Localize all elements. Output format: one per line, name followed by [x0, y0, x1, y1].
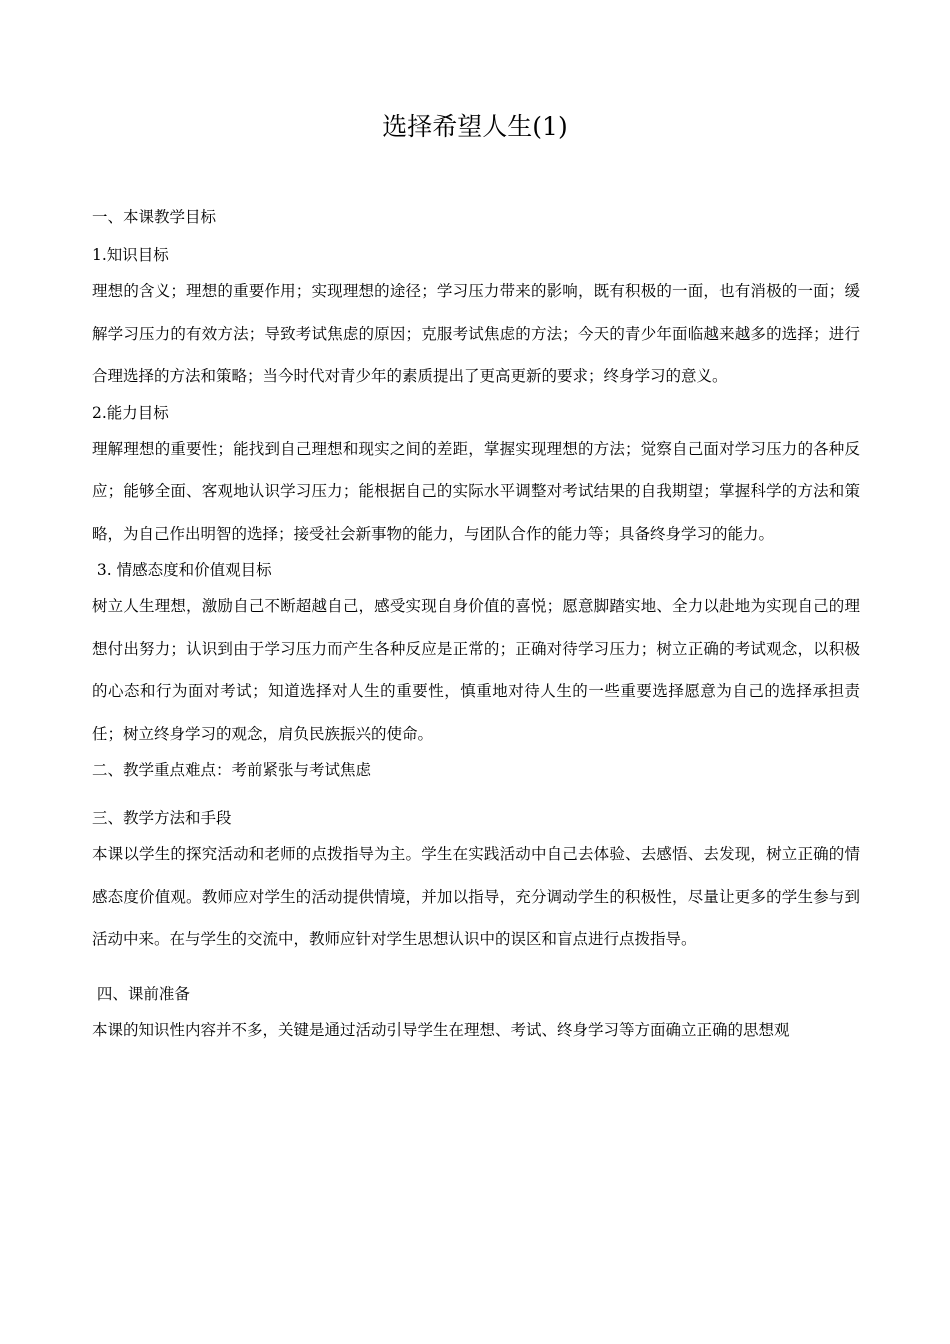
paragraph-ability-goals: 理解理想的重要性；能找到自己理想和现实之间的差距，掌握实现理想的方法；觉察自己面对学习压力的各种反应；能够全面、客观地认识学习压力；能根据自己的实际水平调整对考试结果的自我期望；掌握科学的方法和策略，为自己作出明智的选择；接受社会新事物的能力，与团队合作的能力等；具备终身学习的能力。 — [92, 439, 860, 543]
subheading-ability-goals: 2.能力目标 — [92, 403, 169, 422]
subheading-emotion-values-goals: 3. 情感态度和价值观目标 — [92, 561, 272, 579]
section-heading-teaching-goals: 一、本课教学目标 — [92, 208, 217, 226]
section-heading-methods: 三、教学方法和手段 — [92, 809, 232, 827]
section-heading-key-points: 二、教学重点难点：考前紧张与考试焦虑 — [92, 761, 372, 779]
paragraph-methods: 本课以学生的探究活动和老师的点拨指导为主。学生在实践活动中自己去体验、去感悟、去发现，树立正确的情感态度价值观。教师应对学生的活动提供情境，并加以指导，充分调动学生的积极性，尽量让更多的学生参与到活动中来。在与学生的交流中，教师应针对学生思想认识中的误区和盲点进行点拨指导。 — [92, 845, 860, 948]
paragraph-knowledge-goals: 理想的含义；理想的重要作用；实现理想的途径；学习压力带来的影响，既有积极的一面，也有消极的一面；缓解学习压力的有效方法；导致考试焦虑的原因；克服考试焦虑的方法；今天的青少年面临越来越多的选择；进行合理选择的方法和策略；当今时代对青少年的素质提出了更高更新的要求；终身学习的意义。 — [92, 282, 860, 385]
paragraph-emotion-values-goals: 树立人生理想，激励自己不断超越自己，感受实现自身价值的喜悦；愿意脚踏实地、全力以赴地为实现自己的理想付出努力；认识到由于学习压力而产生各种反应是正常的；正确对待学习压力；树立正确的考试观念，以积极的心态和行为面对考试；知道选择对人生的重要性，慎重地对待人生的一些重要选择愿意为自己的选择承担责任；树立终身学习的观念，肩负民族振兴的使命。 — [92, 597, 860, 743]
document-body — [92, 202, 860, 1051]
subheading-knowledge-goals: 1.知识目标 — [92, 246, 169, 264]
document-title: 选择希望人生(1) — [382, 112, 568, 141]
section-heading-preparation: 四、课前准备 — [92, 984, 190, 1003]
paragraph-preparation: 本课的知识性内容并不多，关键是通过活动引导学生在理想、考试、终身学习等方面确立正确的思想观 — [92, 1020, 790, 1039]
